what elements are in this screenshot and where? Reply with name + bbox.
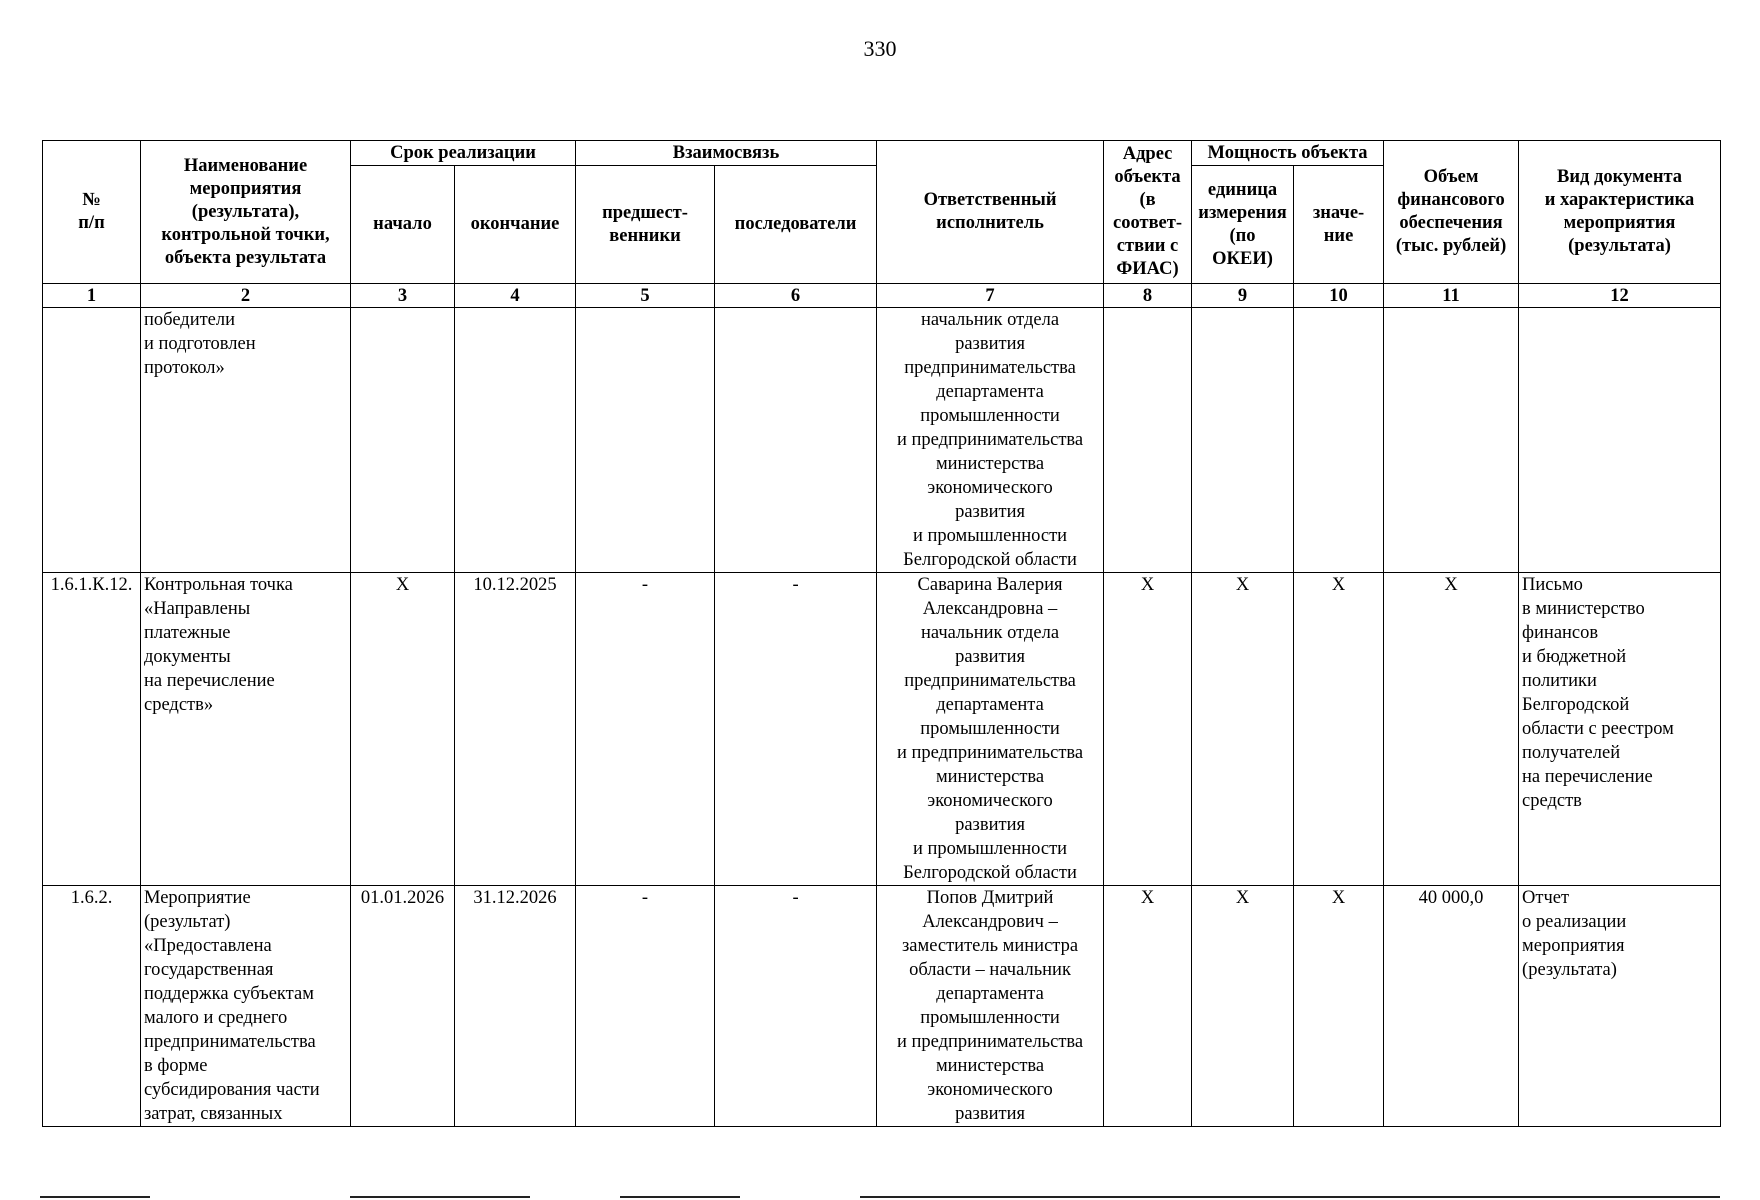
cell-address: X	[1104, 573, 1192, 886]
cell-pred: -	[576, 886, 715, 1127]
cell-unit	[1192, 308, 1294, 573]
cell-num: 1.6.1.К.12.	[43, 573, 141, 886]
header-period-end: окончание	[455, 166, 576, 284]
header-period: Срок реализации	[351, 141, 576, 166]
cell-value: X	[1294, 573, 1384, 886]
cell-unit: X	[1192, 573, 1294, 886]
col-number: 9	[1192, 284, 1294, 308]
cell-end: 31.12.2026	[455, 886, 576, 1127]
cell-address: X	[1104, 886, 1192, 1127]
cell-succ: -	[715, 886, 877, 1127]
cell-responsible: Саварина Валерия Александровна – начальник отдела развития предпринимательства департамента промышленности и предпринимательства министерства экономического развития и промышленности Белгородской области	[877, 573, 1104, 886]
cell-name: победители и подготовлен протокол»	[141, 308, 351, 573]
cell-value	[1294, 308, 1384, 573]
table-row	[43, 886, 1721, 1127]
header-address: Адрес объекта (в соответ- ствии с ФИАС)	[1104, 141, 1192, 284]
cell-responsible: начальник отдела развития предпринимательства департамента промышленности и предпринимательства министерства экономического развития и промышленности Белгородской области	[877, 308, 1104, 573]
col-number: 6	[715, 284, 877, 308]
cell-address	[1104, 308, 1192, 573]
cell-start	[351, 308, 455, 573]
header-successors: последователи	[715, 166, 877, 284]
header-num: № п/п	[43, 141, 141, 284]
header-value: значе- ние	[1294, 166, 1384, 284]
col-number: 1	[43, 284, 141, 308]
cell-unit: X	[1192, 886, 1294, 1127]
cell-pred	[576, 308, 715, 573]
col-number: 8	[1104, 284, 1192, 308]
cell-succ	[715, 308, 877, 573]
header-unit: единица измерения (по ОКЕИ)	[1192, 166, 1294, 284]
header-responsible: Ответственный исполнитель	[877, 141, 1104, 284]
cell-num	[43, 308, 141, 573]
cell-start: X	[351, 573, 455, 886]
cell-succ: -	[715, 573, 877, 886]
cell-doc	[1519, 308, 1721, 573]
cell-name: Мероприятие (результат) «Предоставлена государственная поддержка субъектам малого и среднего предпринимательства в форме субсидирования части затрат, связанных	[141, 886, 351, 1127]
col-number: 4	[455, 284, 576, 308]
col-number: 2	[141, 284, 351, 308]
page-number: 330	[863, 36, 897, 61]
col-number: 3	[351, 284, 455, 308]
col-number: 12	[1519, 284, 1721, 308]
cell-name: Контрольная точка «Направлены платежные документы на перечисление средств»	[141, 573, 351, 886]
cell-responsible: Попов Дмитрий Александрович – заместитель министра области – начальник департамента промышленности и предпринимательства министерства экономического развития	[877, 886, 1104, 1127]
header-predecessors: предшест- венники	[576, 166, 715, 284]
header-name: Наименование мероприятия (результата), контрольной точки, объекта результата	[141, 141, 351, 284]
cell-num: 1.6.2.	[43, 886, 141, 1127]
column-number-row	[43, 284, 1721, 308]
cell-value: X	[1294, 886, 1384, 1127]
plan-table	[42, 140, 1721, 1127]
header-capacity: Мощность объекта	[1192, 141, 1384, 166]
cell-finance: X	[1384, 573, 1519, 886]
header-finance: Объем финансового обеспечения (тыс. рублей)	[1384, 141, 1519, 284]
footer-rule	[40, 1196, 1720, 1198]
cell-end: 10.12.2025	[455, 573, 576, 886]
col-number: 5	[576, 284, 715, 308]
cell-end	[455, 308, 576, 573]
table-row	[43, 573, 1721, 886]
col-number: 7	[877, 284, 1104, 308]
header-relation: Взаимосвязь	[576, 141, 877, 166]
cell-finance	[1384, 308, 1519, 573]
header-period-start: начало	[351, 166, 455, 284]
header-doc: Вид документа и характеристика мероприятия (результата)	[1519, 141, 1721, 284]
header-row-1	[43, 141, 1721, 166]
table-row	[43, 308, 1721, 573]
cell-pred: -	[576, 573, 715, 886]
cell-finance: 40 000,0	[1384, 886, 1519, 1127]
col-number: 11	[1384, 284, 1519, 308]
cell-doc: Отчет о реализации мероприятия (результата)	[1519, 886, 1721, 1127]
col-number: 10	[1294, 284, 1384, 308]
cell-start: 01.01.2026	[351, 886, 455, 1127]
cell-doc: Письмо в министерство финансов и бюджетной политики Белгородской области с реестром получателей на перечисление средств	[1519, 573, 1721, 886]
